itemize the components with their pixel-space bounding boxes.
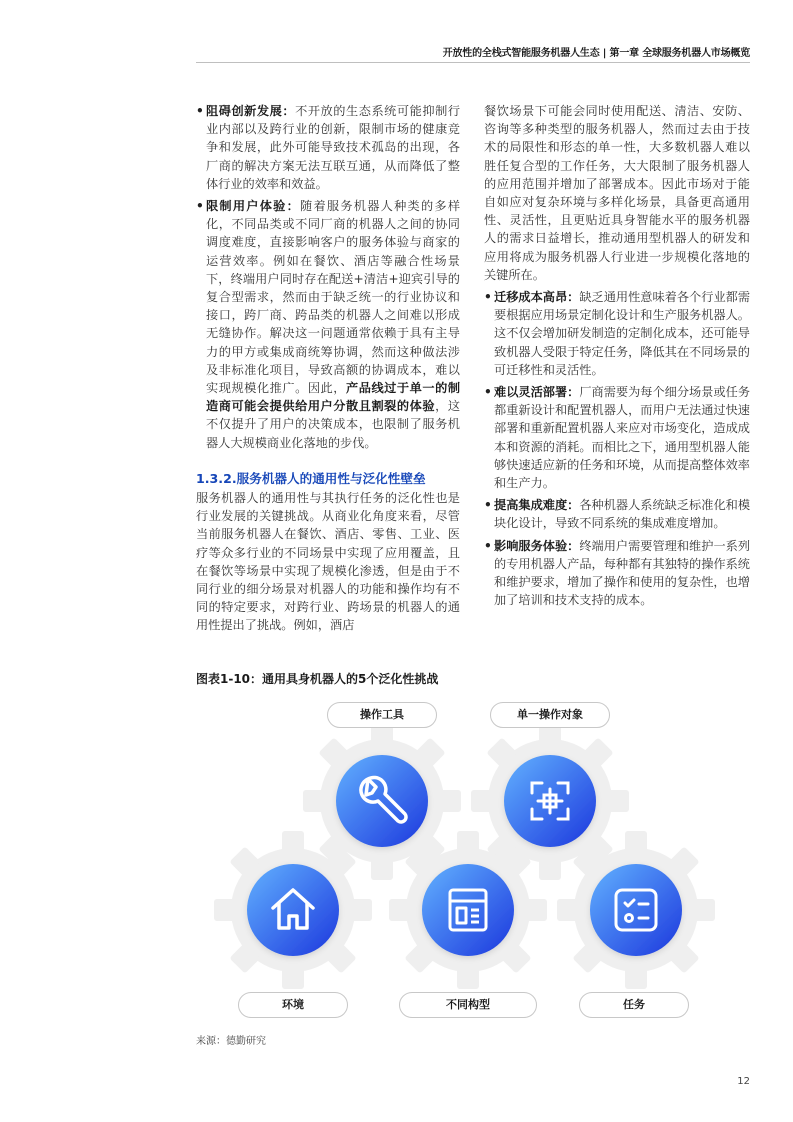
bullet-title: 影响服务体验： bbox=[494, 538, 580, 553]
bullet-text: 厂商需要为每个细分场景或任务都重新设计和配置机器人，而用户无法通过快速部署和重新配置机器人来应对市场变化，造成成本和资源的消耗。而相比之下，通用型机器人能够快速适应新的任务和环境，从而提高整体效率和生产力。 bbox=[494, 385, 751, 491]
label-structure: 不同构型 bbox=[399, 992, 537, 1018]
running-header: 开放性的全栈式智能服务机器人生态 | 第一章 全球服务机器人市场概览 bbox=[442, 48, 750, 59]
section-paragraph: 服务机器人的通用性与其执行任务的泛化性也是行业发展的关键挑战。从商业化角度来看，尽管当前服务机器人在餐饮、酒店、零售、工业、医疗等众多行业的不同场景中实现了应用覆盖，且在餐饮等场景中实现了规模化渗透，但是由于不同行业的细分场景对机器人的功能和操作均有不同的特定要求，对跨行业、跨场景的机器人的通用性提出了挑战。例如，酒店 bbox=[196, 491, 460, 633]
label-environment: 环境 bbox=[238, 992, 348, 1018]
bullet-integration bbox=[484, 496, 750, 532]
label-single-object: 单一操作对象 bbox=[490, 702, 610, 728]
continued-paragraph: 餐饮场景下可能会同时使用配送、清洁、安防、咨询等多种类型的服务机器人，然而过去由于技术的局限性和形态的单一性，大多数机器人难以胜任复合型的工作任务，大大限制了服务机器人的应用范围并增加了部署成本。因此市场对于能自如应对复杂环境与多样化场景，具备更高通用性、灵活性，且更贴近具身智能水平的服务机器人的需求日益增长，推动通用型机器人的研发和应用将成为服务机器人行业进一步规模化落地的关键所在。 bbox=[484, 104, 750, 282]
gear-task bbox=[557, 831, 715, 989]
bullet-title: 限制用户体验： bbox=[206, 199, 301, 214]
bullet-innovation bbox=[196, 102, 460, 193]
gears-svg bbox=[196, 694, 750, 1024]
bullet-text: 各种机器人系统缺乏标准化和模块化设计，导致不同系统的集成难度增加。 bbox=[494, 498, 751, 531]
label-task: 任务 bbox=[579, 992, 689, 1018]
page-number: 12 bbox=[737, 1076, 750, 1087]
figure-title: 图表1-10：通用具身机器人的5个泛化性挑战 bbox=[196, 672, 439, 686]
bullet-text: 随着服务机器人种类的多样化，不同品类或不同厂商的机器人之间的协同调度难度，直接影响客户的服务体验与商家的运营效率。例如在餐饮、酒店等融合性场景下，终端用户同时存在配送+清洁+迎宾引导的复合型需求，然而由于缺乏统一的行业协议和接口，跨厂商、跨品类的机器人之间难以形成无缝协作。解决这一问题通常依赖于具有主导力的甲方或集成商统筹协调，然而这种做法涉及非标准化项目，导致高额的协调成本，难以实现规模化推广。因此， bbox=[206, 199, 461, 396]
bullet-text: 终端用户需要管理和维护一系列的专用机器人产品，每种都有其独特的操作系统和维护要求，增加了操作和使用的复杂性，也增加了培训和技术支持的成本。 bbox=[494, 538, 751, 608]
bullet-title: 迁移成本高昂： bbox=[494, 290, 580, 305]
bullet-service-experience bbox=[484, 537, 750, 610]
bullet-migration-cost bbox=[484, 288, 750, 379]
bullet-user-experience bbox=[196, 197, 460, 452]
bullet-deployment bbox=[484, 383, 750, 492]
bullet-emphasis: 产品线过于单一的制造商可能会提供给用户分散且割裂的体验 bbox=[206, 381, 461, 414]
header-rule bbox=[196, 62, 750, 63]
bullet-title: 提高集成难度： bbox=[494, 498, 580, 513]
bullet-text: 缺乏通用性意味着各个行业都需要根据应用场景定制化设计和生产服务机器人。这不仅会增加研发制造的定制化成本，还可能导致机器人受限于特定任务，降低其在不同场景的可迁移性和灵活性。 bbox=[494, 290, 751, 377]
bullet-text: 不开放的生态系统可能抑制行业内部以及跨行业的创新，限制市场的健康竞争和发展，此外可能导致技术孤岛的出现，各厂商的解决方案无法互联互通，从而降低了整体行业的效率和效益。 bbox=[206, 104, 461, 191]
gear-structure bbox=[389, 831, 547, 989]
source-note: 来源：德勤研究 bbox=[196, 1036, 266, 1047]
bullet-title: 难以灵活部署： bbox=[494, 385, 580, 400]
section-heading: 1.3.2.服务机器人的通用性与泛化性壁垒 bbox=[196, 470, 426, 486]
figure-gears-diagram bbox=[196, 694, 750, 1024]
left-column bbox=[196, 102, 460, 639]
gear-environment bbox=[214, 831, 372, 989]
right-column bbox=[484, 102, 750, 613]
bullet-text-tail: ，这不仅提升了用户的决策成本，也限制了服务机器人大规模商业化落地的步伐。 bbox=[206, 399, 461, 450]
bullet-title: 阻碍创新发展： bbox=[206, 104, 296, 118]
label-tools: 操作工具 bbox=[327, 702, 437, 728]
